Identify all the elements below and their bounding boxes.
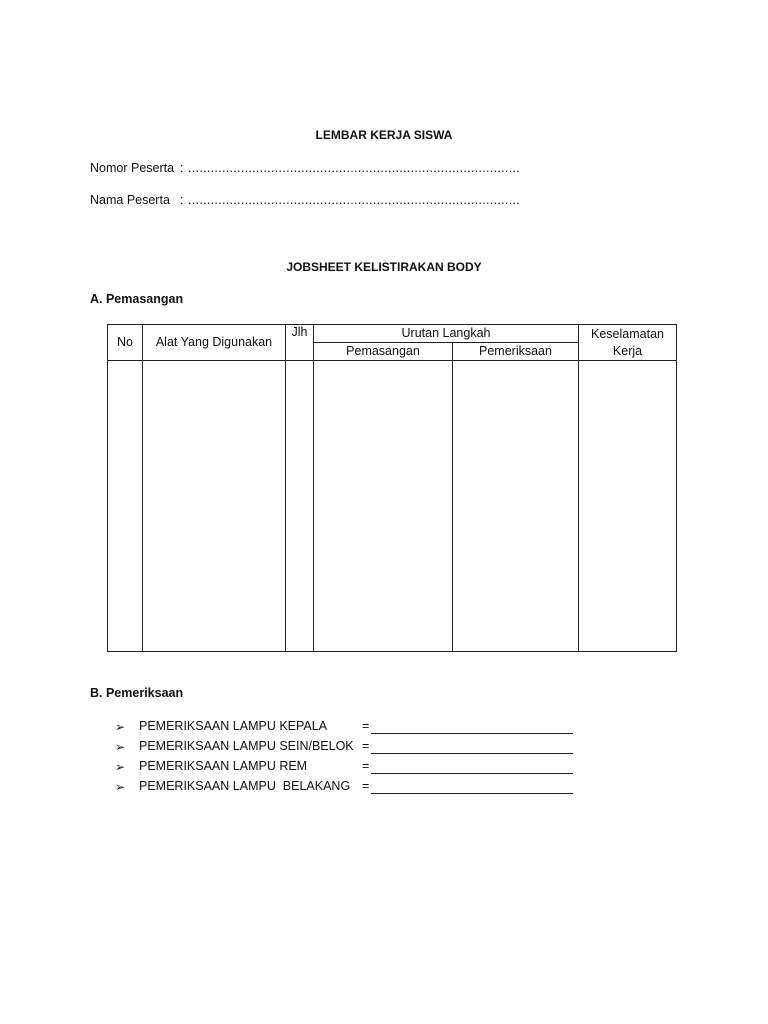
- jobsheet-title: JOBSHEET KELISTIRAKAN BODY: [286, 260, 482, 274]
- section-b-heading: B. Pemeriksaan: [90, 686, 184, 700]
- col-header-tools: Alat Yang Digunakan: [143, 325, 286, 361]
- list-item: [115, 739, 585, 759]
- field-blank[interactable]: ........................................................................................: [188, 193, 521, 207]
- cell-qty[interactable]: [286, 361, 314, 652]
- arrow-bullet-icon: ➢: [115, 740, 126, 754]
- col-header-safety: [579, 325, 677, 361]
- field-blank[interactable]: ........................................................................................: [188, 161, 521, 175]
- item-label: PEMERIKSAAN LAMPU REM: [139, 759, 308, 773]
- list-item: [115, 759, 585, 779]
- arrow-bullet-icon: ➢: [115, 760, 126, 774]
- answer-line[interactable]: [371, 793, 573, 794]
- col-header-safety-line2: Kerja: [612, 343, 643, 358]
- field-label: Nomor Peserta: [90, 161, 175, 175]
- cell-no[interactable]: [108, 361, 143, 652]
- answer-line[interactable]: [371, 753, 573, 754]
- col-header-qty: Jlh: [286, 325, 314, 361]
- field-colon: :: [180, 161, 184, 175]
- col-header-install: Pemasangan: [314, 343, 453, 361]
- answer-line[interactable]: [371, 773, 573, 774]
- col-header-steps: Urutan Langkah: [314, 325, 579, 343]
- item-equals: =: [362, 759, 370, 773]
- arrow-bullet-icon: ➢: [115, 780, 126, 794]
- field-label: Nama Peserta: [90, 193, 170, 207]
- col-header-safety-line1: Keselamatan: [591, 326, 664, 341]
- item-label: PEMERIKSAAN LAMPU BELAKANG: [139, 779, 351, 793]
- arrow-bullet-icon: ➢: [115, 720, 126, 734]
- table-row: [108, 361, 677, 652]
- list-item: [115, 779, 585, 799]
- item-label: PEMERIKSAAN LAMPU KEPALA: [139, 719, 328, 733]
- answer-line[interactable]: [371, 733, 573, 734]
- item-equals: =: [362, 739, 370, 753]
- list-item: [115, 719, 585, 739]
- cell-install[interactable]: [314, 361, 453, 652]
- item-label: PEMERIKSAAN LAMPU SEIN/BELOK: [139, 739, 354, 753]
- cell-inspect[interactable]: [453, 361, 579, 652]
- installation-table: [107, 324, 677, 652]
- item-equals: =: [362, 719, 370, 733]
- page-title: LEMBAR KERJA SISWA: [315, 128, 453, 142]
- cell-safety[interactable]: [579, 361, 677, 652]
- item-equals: =: [362, 779, 370, 793]
- section-a-heading: A. Pemasangan: [90, 292, 184, 306]
- col-header-inspect: Pemeriksaan: [453, 343, 579, 361]
- col-header-no: No: [108, 325, 143, 361]
- cell-tools[interactable]: [143, 361, 286, 652]
- field-colon: :: [180, 193, 184, 207]
